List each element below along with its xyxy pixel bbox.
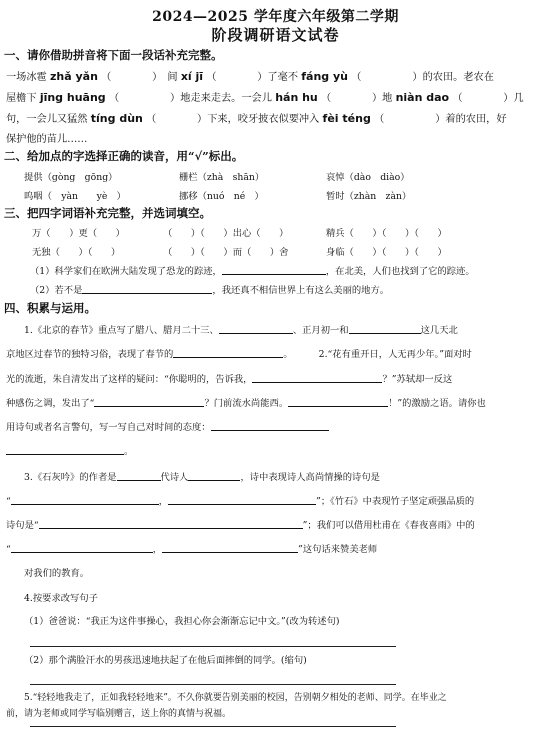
q1-text: （ ）的农田。老农在 bbox=[351, 72, 494, 83]
q4-text: 京地区过春节的独特习俗，表现了春节的 bbox=[6, 349, 174, 360]
q1-text: 屋檐下 bbox=[6, 93, 37, 104]
q3-text: ，在北美，人们也找到了它的踪迹。 bbox=[325, 266, 475, 277]
q4-text: 、正月初一和 bbox=[292, 325, 349, 336]
q4-text: 代诗人 bbox=[160, 472, 189, 483]
q4-text: 种感伤之调，发出了“ bbox=[6, 398, 95, 409]
q4-text: ， bbox=[152, 544, 163, 555]
q1-text: （ ） 间 bbox=[101, 72, 178, 83]
exam-title: 2024—2025 学年度六年级第二学期 bbox=[152, 9, 399, 25]
q1-text: （ ）了毫不 bbox=[206, 72, 299, 83]
q1-text: （ ）地 bbox=[321, 93, 393, 104]
q3-text: （2）若不是 bbox=[30, 285, 83, 296]
q4-4-heading: 4.按要求改写句子 bbox=[24, 593, 98, 604]
answer-line[interactable] bbox=[30, 684, 396, 685]
q3-item: 无独（ ）（ ） bbox=[32, 247, 121, 258]
q1-text: （ ）着的农田，好 bbox=[374, 114, 507, 125]
section-3-heading: 三、把四字词语补充完整，并选词填空。 bbox=[4, 206, 211, 220]
q4-text: 。 bbox=[283, 349, 293, 360]
pinyin: fèi téng bbox=[322, 112, 371, 125]
q3-item: 身临（ ）（ ）（ ） bbox=[325, 247, 447, 258]
q2-row-2 bbox=[0, 188, 551, 202]
q2-item: 提供（gòng gōng） bbox=[24, 172, 118, 183]
q2-item: 栅栏（zhà shān） bbox=[178, 172, 265, 183]
q4-text: 1.《北京的春节》重点写了腊八、腊月二十三、 bbox=[24, 325, 219, 336]
q2-item: 暂时（zhàn zàn） bbox=[325, 191, 412, 202]
q1-text: 句，一会儿又猛然 bbox=[6, 114, 88, 125]
answer-blank[interactable] bbox=[252, 372, 382, 383]
answer-blank[interactable] bbox=[11, 494, 159, 505]
q4-2-line-4 bbox=[0, 443, 551, 457]
q2-item: 哀悼（dào diào） bbox=[325, 172, 410, 183]
q3-row-2 bbox=[0, 244, 551, 258]
q2-row-1 bbox=[0, 169, 551, 183]
answer-blank[interactable] bbox=[219, 323, 293, 334]
q4-text: ？”苏轼却一反这 bbox=[382, 374, 453, 385]
q4-text: ， bbox=[158, 496, 169, 507]
q4-text: 2.“花有重开日，人无再少年。”面对时 bbox=[318, 349, 472, 360]
q1-text: 一场冰雹 bbox=[6, 72, 47, 83]
answer-blank[interactable] bbox=[211, 420, 329, 431]
q4-5-line-1: 5.“轻轻地我走了，正如我轻轻地来”。不久你就要告别美丽的校园，告别朝夕相处的老师、同学。在毕业之 bbox=[24, 693, 447, 703]
pinyin: tíng dùn bbox=[90, 112, 143, 125]
exam-subtitle: 阶段调研语文试卷 bbox=[211, 26, 340, 44]
q1-line-4: 保护他的苗儿…… bbox=[6, 134, 88, 145]
q4-3-line-3 bbox=[0, 517, 551, 531]
section-1-heading: 一、请你借助拼音将下面一段话补充完整。 bbox=[4, 48, 223, 62]
answer-blank[interactable] bbox=[117, 470, 161, 481]
answer-blank[interactable] bbox=[288, 396, 388, 407]
q1-text: （ ）几 bbox=[452, 93, 524, 104]
pinyin: xí jī bbox=[180, 70, 204, 83]
q4-3-line-2 bbox=[0, 493, 551, 507]
q4-text: 诗句是“ bbox=[6, 520, 39, 531]
q4-text: ！”的激励之语。请你也 bbox=[388, 398, 486, 409]
q4-1-line-2 bbox=[0, 346, 551, 360]
answer-blank[interactable] bbox=[39, 518, 303, 529]
q4-text: ”；我们可以借用杜甫在《春夜喜雨》中的 bbox=[302, 520, 475, 531]
q4-2-line-1 bbox=[0, 371, 551, 385]
answer-blank[interactable] bbox=[349, 323, 421, 334]
q3-text: （1）科学家们在欧洲大陆发现了恐龙的踪迹， bbox=[30, 266, 222, 277]
q4-text: “ bbox=[6, 496, 11, 507]
q4-text: 这几天北 bbox=[420, 325, 458, 336]
answer-blank[interactable] bbox=[173, 347, 283, 358]
q1-line-1 bbox=[0, 68, 551, 83]
q4-text: ，诗中表现诗人高尚情操的诗句是 bbox=[240, 472, 380, 483]
q2-item: 呜咽（ yàn yè ） bbox=[24, 191, 126, 202]
q2-item: 挪移（nuó né ） bbox=[178, 191, 264, 202]
q4-text: 。 bbox=[124, 446, 134, 457]
q3-row-1 bbox=[0, 225, 551, 239]
q4-text: 3.《石灰吟》的作者是 bbox=[24, 472, 117, 483]
answer-blank[interactable] bbox=[82, 283, 212, 294]
q4-4-2: （2）那个满脸汗水的男孩迅速地扶起了在他后面摔倒的同学。(缩句) bbox=[24, 655, 307, 666]
q4-text: 光的流逝，朱自清发出了这样的疑问：“你聪明的，告诉我， bbox=[6, 374, 253, 385]
q4-text: ？门前流水尚能西。 bbox=[204, 398, 289, 409]
pinyin: zhǎ yǎn bbox=[50, 70, 98, 83]
answer-blank[interactable] bbox=[6, 444, 124, 455]
q4-1-line-1 bbox=[0, 322, 551, 336]
q4-5-line-2: 前，请为老师或同学写临别赠言，送上你的真情与祝福。 bbox=[6, 709, 232, 719]
q3-item: （ ）（ ）出心（ ） bbox=[162, 228, 289, 239]
answer-line[interactable] bbox=[30, 726, 396, 727]
q3-item: （ ）（ ）而（ ）舍 bbox=[162, 247, 289, 258]
q1-line-3 bbox=[0, 110, 551, 125]
answer-blank[interactable] bbox=[168, 494, 316, 505]
section-4-heading: 四、积累与运用。 bbox=[4, 301, 96, 315]
q4-3-line-5: 对我们的教育。 bbox=[24, 568, 90, 579]
q3-item: 万（ ）更（ ） bbox=[32, 228, 125, 239]
answer-blank[interactable] bbox=[11, 542, 153, 553]
q4-2-line-3 bbox=[0, 419, 551, 433]
answer-blank[interactable] bbox=[188, 470, 240, 481]
q1-text: （ ）下来，咬牙披衣似要冲入 bbox=[146, 114, 320, 125]
q3-sentence-1 bbox=[0, 263, 551, 277]
section-2-heading: 二、给加点的字选择正确的读音，用“√”标出。 bbox=[4, 149, 244, 163]
q4-text: 用诗句或者名言警句，写一写自己对时间的态度： bbox=[6, 422, 211, 433]
answer-line[interactable] bbox=[30, 646, 396, 647]
answer-blank[interactable] bbox=[94, 396, 204, 407]
q4-text: “ bbox=[6, 544, 11, 555]
q4-3-line-4 bbox=[0, 541, 551, 555]
q3-sentence-2 bbox=[0, 282, 551, 296]
q4-3-line-1 bbox=[0, 469, 551, 483]
q3-text: ，我还真不相信世界上有这么美丽的地方。 bbox=[212, 285, 390, 296]
pinyin: fáng yù bbox=[301, 70, 349, 83]
pinyin: niàn dao bbox=[395, 91, 450, 104]
pinyin: hán hu bbox=[275, 91, 318, 104]
answer-blank[interactable] bbox=[162, 542, 298, 553]
q4-2-line-2 bbox=[0, 395, 551, 409]
pinyin: jīng huāng bbox=[39, 91, 106, 104]
answer-blank[interactable] bbox=[222, 264, 326, 275]
q3-item: 精兵（ ）（ ）（ ） bbox=[325, 228, 447, 239]
q4-text: ”；《竹石》中表现竹子坚定顽强品质的 bbox=[316, 496, 475, 507]
q1-text: （ ）地走来走去。一会儿 bbox=[108, 93, 272, 104]
q4-4-1: （1）爸爸说：“我正为这件事操心，我担心你会渐渐忘记中文。”(改为转述句) bbox=[24, 616, 340, 627]
q4-text: ”这句话来赞美老师 bbox=[298, 544, 378, 555]
q1-line-2 bbox=[0, 89, 551, 104]
